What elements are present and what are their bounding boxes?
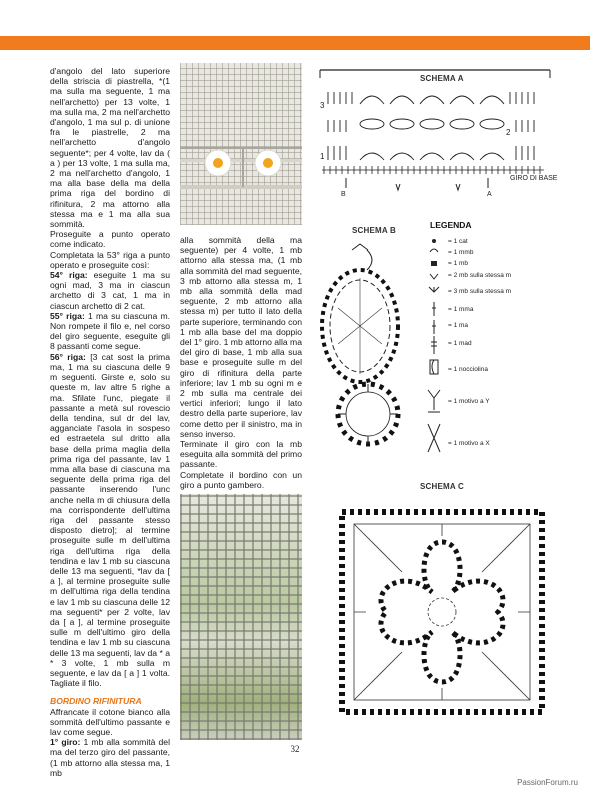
row-text: [3 cat sost la prima ma, 1 ma su ciascuna delle 9 m seguenti. Girste e, solo su queste m, lav altre 5 righe a ma. Sfilate l'unc, piegate il passante a metà sul rovescio della tendina, sul dr del lav, agganciate l'asola in sospeso ed estraetela sul dritto alla base della prima maglia della prima riga del passante, lav 1 mma alla base di ciascuna ma seguente della prima riga del passante inserendo l'unc anche nella m di chiusura della ma corrispondente dell'ultima riga del passante stesso disposto dietro]; al termine proseguite sulle m dell'ultima riga dell'ultima riga della tendina e lav 1 mb su ciascuna delle 13 ma seguenti, *lav da [ a ], al termine proseguite sulle m dell'ultima riga della tendina e lav 1 mb su ciascuna delle 12 ma seguenti* per 2 volte, lav da [ a ], al termine proseguite sulle m dell'ultimo giro della tendina e lav 1 mb su ciascuna delle 13 ma seguenti, lav da * a * 3 volte, 1 mb sulla m seguente, e lav da [ a ] 1 volta. Tagliate il filo. bbox=[50, 351, 170, 689]
legend-item: = 3 mb sulla stessa m bbox=[448, 288, 512, 295]
legend-item: = 1 motivo a X bbox=[448, 440, 490, 447]
paragraph: d'angolo del lato superiore della striscia di piastrella, *(1 ma sulla ma seguente, 1 ma nell'archetto) per 13 volte, 1 ma sulla ma, 2 ma nell'archetto d'angolo, 1 ma sul p. di unione fra le piastrelle, 2 ma nell'archetto d'angolo seguente*; per 4 volte, lav da ( a ) per 13 volte, 1 ma sulla ma, 2 ma nell'archetto d'angolo, 1 ma alla base della ma della prima riga del bordino di rifinitura, 2 ma attorno alla stessa ma e 1 ma alla sua sommità. bbox=[50, 66, 170, 230]
schema-b-diagram bbox=[312, 238, 422, 453]
base-round-label: GIRO DI BASE bbox=[510, 175, 558, 182]
row-number-1: 1 bbox=[320, 152, 325, 161]
row-label: 56° riga: bbox=[50, 351, 86, 362]
row-number-3: 3 bbox=[320, 101, 325, 110]
schema-a-diagram bbox=[310, 64, 560, 204]
watermark: PassionForum.ru bbox=[517, 778, 578, 787]
legend-item: = 1 ma bbox=[448, 322, 469, 329]
legend-item: = 1 mma bbox=[448, 306, 474, 313]
section-heading: BORDINO RIFINITURA bbox=[50, 696, 142, 707]
legend-item: = 1 motivo a Y bbox=[448, 398, 490, 405]
paragraph: Terminate il giro con la mb eseguita alla sommità del primo passante. bbox=[180, 439, 302, 470]
row-text: eseguite 1 ma su ogni mad, 3 ma in ciascun archetto di 3 cat, 1 ma in ciascun archetto di 2 cat. bbox=[50, 270, 170, 311]
paragraph: Completata la 53° riga a punto operato e proseguite così: bbox=[50, 249, 170, 270]
text-column-1 bbox=[50, 66, 170, 778]
top-accent-bar bbox=[0, 36, 590, 50]
legend-item: = 2 mb sulla stessa m bbox=[448, 272, 512, 279]
legend-item: = 1 cat bbox=[448, 238, 468, 245]
paragraph: Completate il bordino con un giro a punto gambero. bbox=[180, 469, 302, 490]
legend-symbols bbox=[424, 234, 454, 464]
point-a-label: A bbox=[487, 191, 492, 198]
legend-item: = 1 nocciolina bbox=[448, 366, 488, 373]
schema-c-diagram bbox=[330, 500, 560, 730]
schema-a-title: SCHEMA A bbox=[420, 74, 464, 83]
row-text: 1 mb alla sommità del ma del terzo giro del passante, (1 mb attorno alla stessa ma, 1 mb bbox=[50, 737, 170, 778]
legend-item: = 1 mad bbox=[448, 340, 472, 347]
row-number-2: 2 bbox=[506, 128, 511, 137]
row-label: 55° riga: bbox=[50, 310, 85, 321]
paragraph bbox=[50, 270, 170, 311]
legend-item: = 1 mb bbox=[448, 260, 469, 267]
schema-c-title: SCHEMA C bbox=[420, 482, 464, 491]
paragraph: alla sommità della ma seguente) per 4 volte, 1 mb attorno alla stessa ma, (1 mb alla sommità del mad seguente, 3 mb attorno alla stessa m, 1 mb alla sommità della mad seguente, 2 mb attorno alla stessa m) per tutto il lato della parte superiore, terminando con 1 mb alla base del ma doppio del 1° giro. 1 mb attorno alla ma del giro di base, 1 mb alla sua base e proseguite sulle m del giro di rifinitura della parte inferiore; lav 1 mb su ogni m e 2 mb sulla ma centrale dei vertici inferiori; lungo il lato destro della parte superiore, lav come detto per il sinistro, ma in senso inverso. bbox=[180, 235, 302, 439]
paragraph: Proseguite a punto operato come indicato. bbox=[50, 229, 170, 250]
paragraph: Affrancate il cotone bianco alla sommità dell'ultimo passante e lav come segue. bbox=[50, 706, 170, 737]
schema-b-title: SCHEMA B bbox=[352, 226, 396, 235]
paragraph bbox=[50, 311, 170, 352]
row-label: 1° giro: bbox=[50, 737, 81, 748]
legend-item: = 1 mmb bbox=[448, 249, 474, 256]
point-b-label: B bbox=[341, 191, 346, 198]
paragraph bbox=[50, 352, 170, 689]
curtain-photo-bottom bbox=[180, 494, 302, 740]
legend-title: LEGENDA bbox=[430, 220, 472, 230]
text-column-2 bbox=[180, 235, 302, 490]
row-text: 1 ma su ciascuna m. Non rompete il filo e, nel corso del giro seguente, eseguite gli 8 passanti come segue. bbox=[50, 310, 170, 352]
row-label: 54° riga: bbox=[50, 270, 88, 281]
curtain-photo-top bbox=[180, 63, 302, 225]
page-number: 32 bbox=[290, 744, 300, 754]
flower-motif-graphic bbox=[180, 63, 302, 225]
